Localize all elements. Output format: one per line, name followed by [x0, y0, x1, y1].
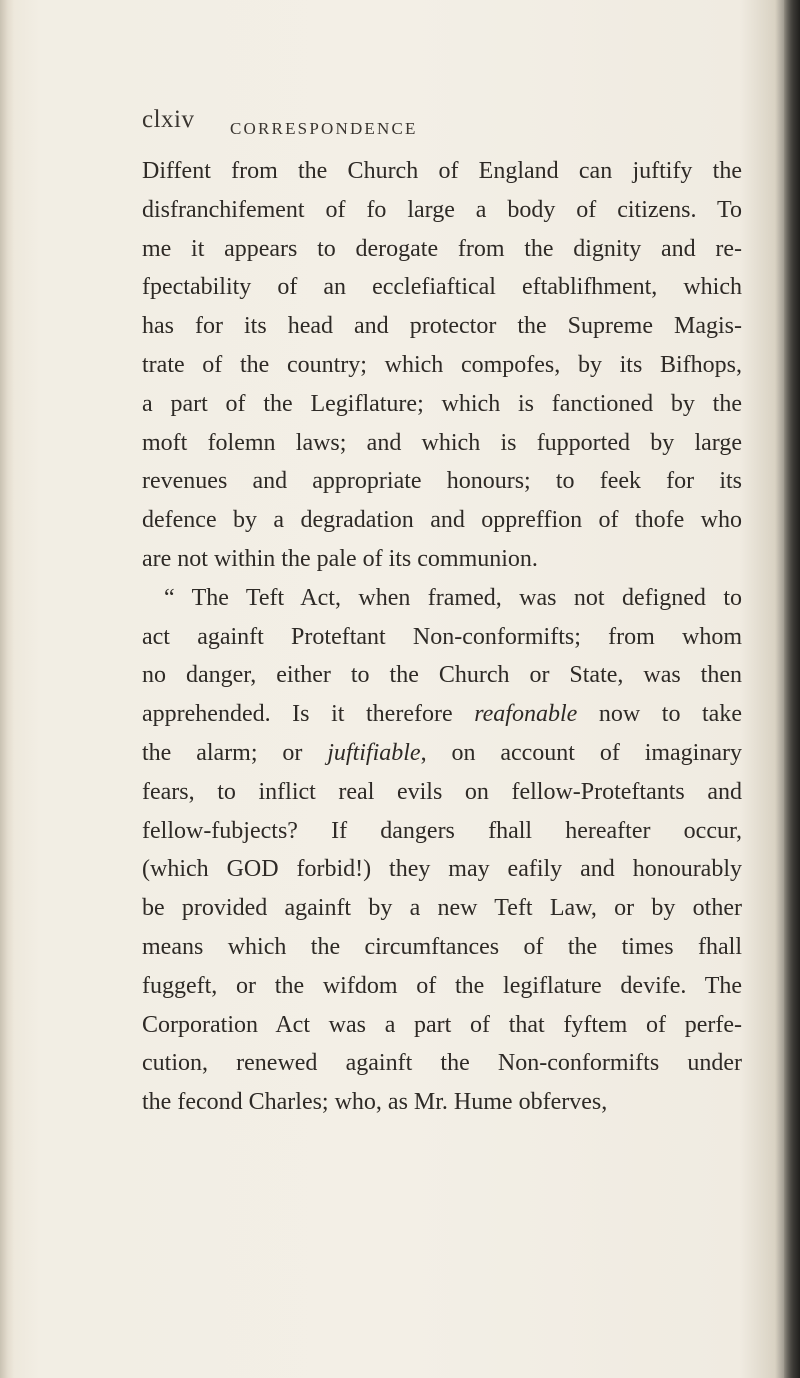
text-line: no danger, either to the Church or State, was then: [142, 662, 742, 689]
text-line: cution, renewed againft the Non-conformifts under: [142, 1050, 742, 1077]
text-line: fuggeft, or the wifdom of the legiflature devife. The: [142, 972, 742, 999]
text-line: are not within the pale of its communion.: [142, 545, 538, 572]
text-line: fpectability of an ecclefiaftical eftablifhment, which: [142, 274, 742, 301]
italic-word-reasonable: reafonable: [474, 701, 578, 728]
text-line: defence by a degradation and oppreffion of thofe who: [142, 507, 742, 534]
text-line: [142, 695, 742, 734]
italic-word-justifiable: juftifiable: [327, 739, 421, 766]
text-segment: , on account of imaginary: [420, 739, 742, 766]
text-line: means which the circumftances of the times fhall: [142, 933, 742, 960]
body-text: [142, 152, 742, 1122]
text-line: me it appears to derogate from the dignity and re-: [142, 235, 742, 262]
text-line: disfranchifement of fo large a body of citizens. To: [142, 196, 742, 223]
text-line: Corporation Act was a part of that fyftem of perfe-: [142, 1011, 742, 1038]
page-number: clxiv: [142, 106, 195, 133]
text-line: the fecond Charles; who, as Mr. Hume obferves,: [142, 1089, 608, 1116]
page-gutter-shadow: [0, 0, 14, 1378]
text-line: (which GOD forbid!) they may eafily and honourably: [142, 856, 742, 883]
page-header: [142, 106, 702, 146]
text-line: has for its head and protector the Supreme Magis-: [142, 313, 742, 340]
text-segment: apprehended. Is it therefore: [142, 701, 475, 728]
page-edge-shadow: [784, 0, 800, 1378]
text-line: “ The Teft Act, when framed, was not defigned to: [164, 584, 742, 611]
text-segment: now to take: [577, 701, 742, 728]
text-line: a part of the Legiflature; which is fanctioned by the: [142, 390, 742, 417]
text-line: act againft Proteftant Non-conformifts; from whom: [142, 623, 742, 650]
text-line: [142, 734, 742, 773]
text-line: fears, to inflict real evils on fellow-Proteftants and: [142, 778, 742, 805]
text-line: moft folemn laws; and which is fupported by large: [142, 429, 742, 456]
text-line: fellow-fubjects? If dangers fhall hereafter occur,: [142, 817, 742, 844]
text-line: be provided againft by a new Teft Law, or by other: [142, 895, 742, 922]
text-line: revenues and appropriate honours; to feek for its: [142, 468, 742, 495]
text-line: Diffent from the Church of England can juftify the: [142, 158, 742, 184]
text-line: trate of the country; which compofes, by its Bifhops,: [142, 351, 742, 378]
running-head: CORRESPONDENCE: [230, 119, 418, 138]
text-segment: the alarm; or: [142, 739, 328, 766]
